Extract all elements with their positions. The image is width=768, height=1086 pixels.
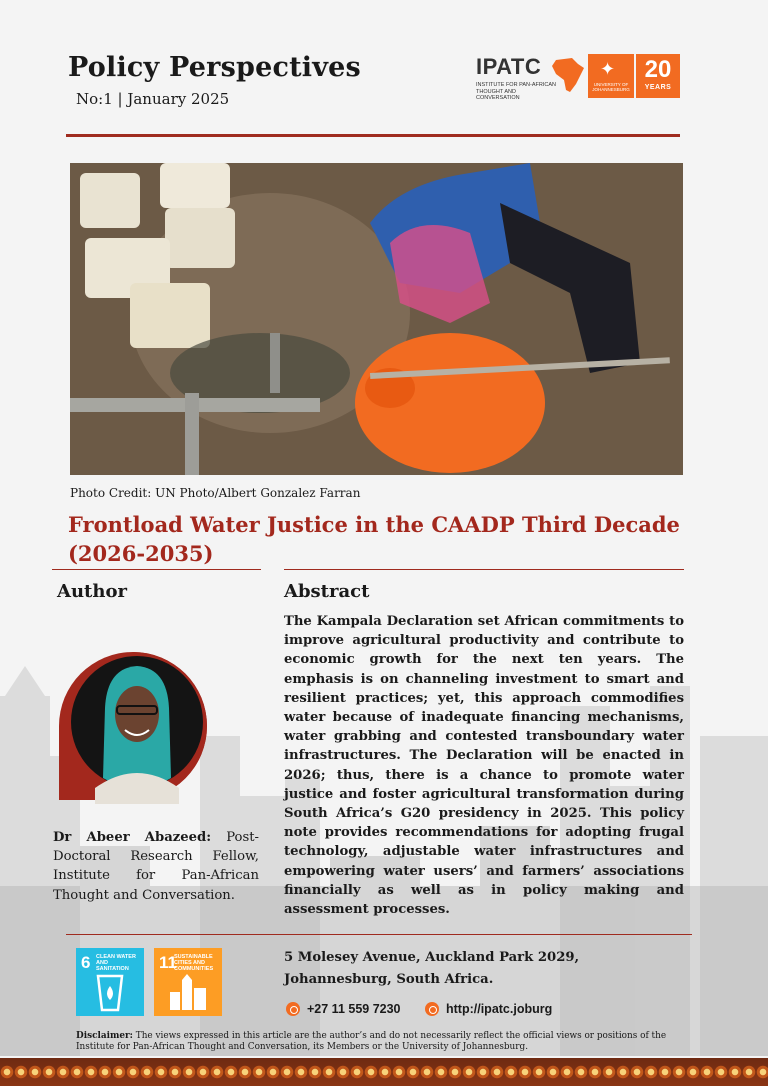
phone-icon bbox=[286, 1002, 300, 1016]
author-affiliation: Post-Doctoral Research Fellow, Institute for Pan-African Thought and Conversation. bbox=[53, 830, 259, 903]
university-emblem-icon: ✦ bbox=[600, 59, 616, 79]
address: 5 Molesey Avenue, Auckland Park 2029, Johannesburg, South Africa. bbox=[284, 950, 580, 987]
abstract-divider bbox=[284, 569, 684, 570]
headline: Frontload Water Justice in the CAADP Third Decade (2026-2035) bbox=[68, 512, 680, 566]
sdg-11-label: SUSTAINABLE CITIES AND COMMUNITIES bbox=[174, 954, 214, 973]
sdg-6-number: 6 bbox=[81, 953, 91, 972]
issue-date: No:1 | January 2025 bbox=[76, 90, 230, 108]
author-heading: Author bbox=[57, 581, 127, 602]
author-bio bbox=[53, 828, 259, 905]
website-link[interactable]: http://ipatc.joburg bbox=[446, 1002, 553, 1016]
ipatc-logo-subtitle: INSTITUTE FOR PAN-AFRICAN THOUGHT AND CONVERSATION bbox=[476, 82, 556, 101]
anniversary-word: YEARS bbox=[644, 84, 672, 91]
water-glass-icon bbox=[90, 974, 130, 1012]
phone-contact[interactable] bbox=[286, 1002, 401, 1016]
abstract-heading: Abstract bbox=[284, 581, 370, 602]
anniversary-number: 20 bbox=[644, 56, 672, 83]
phone-number[interactable]: +27 11 559 7230 bbox=[307, 1002, 401, 1016]
cover-photo bbox=[70, 163, 683, 475]
sdg-11-tile bbox=[154, 948, 222, 1016]
footer-divider bbox=[66, 934, 692, 935]
ipatc-logo-name: IPATC bbox=[476, 54, 542, 79]
globe-icon bbox=[425, 1002, 439, 1016]
sdg-6-tile bbox=[76, 948, 144, 1016]
publication-title: Policy Perspectives bbox=[68, 52, 361, 83]
disclaimer-label: Disclaimer: bbox=[76, 1031, 133, 1041]
anniversary-logo bbox=[636, 54, 680, 98]
university-logo-text: UNIVERSITY OF JOHANNESBURG bbox=[592, 82, 630, 92]
photo-credit: Photo Credit: UN Photo/Albert Gonzalez Farran bbox=[70, 486, 361, 500]
author-portrait bbox=[55, 648, 211, 804]
sdg-6-label: CLEAN WATER AND SANITATION bbox=[96, 954, 136, 973]
city-buildings-icon bbox=[168, 974, 210, 1012]
disclaimer bbox=[76, 1031, 690, 1052]
author-divider bbox=[52, 569, 261, 570]
university-logo[interactable] bbox=[588, 54, 634, 98]
header-divider bbox=[66, 134, 680, 137]
sdg-11-number: 11 bbox=[159, 953, 177, 972]
footer-pattern bbox=[0, 1058, 768, 1086]
website-contact[interactable] bbox=[425, 1002, 552, 1016]
abstract-text: The Kampala Declaration set African commitments to improve agricultural productivity and contribute to economic growth for the next ten years. The emphasis is on channeling investment to smart and resilient practices; yet, this approach commodifies water because of inadequate financing mechanisms, water grabbing and contested transboundary water infrastructures. The Declaration will be enacted in 2026; thus, there is a chance to promote water justice and foster agricultural transformation during South Africa’s G20 presidency in 2025. This policy note provides recommendations for adopting frugal technology, adjustable water infrastructures and empowering water users’ and farmers’ associations financially as well as in policy making and assessment processes. bbox=[284, 614, 684, 918]
ipatc-logo[interactable] bbox=[476, 54, 588, 101]
disclaimer-text: The views expressed in this article are the author’s and do not necessarily reflect the official views or positions of the Institute for Pan-African Thought and Conversation, its Members or the University of Johannesburg. bbox=[76, 1031, 667, 1052]
africa-map-icon bbox=[548, 54, 588, 94]
author-name: Dr Abeer Abazeed: bbox=[53, 830, 212, 845]
